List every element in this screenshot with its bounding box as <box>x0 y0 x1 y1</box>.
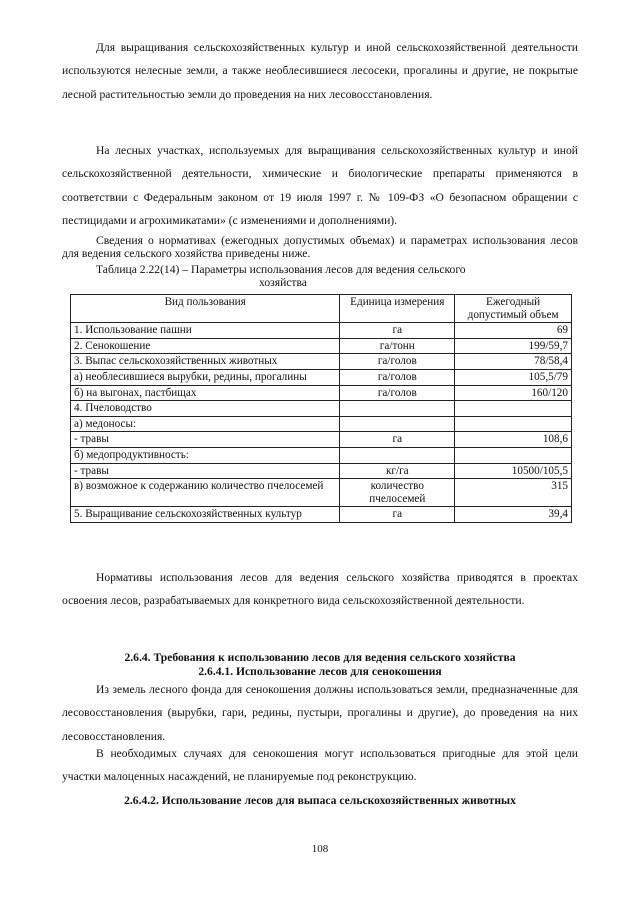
cell-volume <box>455 447 572 463</box>
cell-volume: 39,4 <box>455 507 572 523</box>
cell-unit: количество пчелосемей <box>340 479 455 507</box>
cell-usage-type: б) на выгонах, пастбищах <box>71 385 340 401</box>
table-caption-line-1: Таблица 2.22(14) – Параметры использования лесов для ведения сельского <box>96 263 466 276</box>
table-row <box>71 479 572 507</box>
table-row <box>71 401 572 417</box>
cell-unit: га <box>340 323 455 339</box>
cell-volume: 78/58,4 <box>455 354 572 370</box>
cell-usage-type: 4. Пчеловодство <box>71 401 340 417</box>
cell-usage-type: 2. Сенокошение <box>71 338 340 354</box>
cell-unit: га <box>340 507 455 523</box>
cell-unit: кг/га <box>340 463 455 479</box>
paragraph-table-intro: Сведения о нормативах (ежегодных допустимых объемах) и параметрах использования лесов для ведения сельского хозяйства приведены ниже. <box>62 234 578 261</box>
section-heading-2-6-4-1: 2.6.4.1. Использование лесов для сенокошения <box>198 665 442 678</box>
cell-volume: 315 <box>455 479 572 507</box>
paragraph-chemicals: На лесных участках, используемых для выращивания сельскохозяйственных культур и иной сельскохозяйственной деятельности, химические и биологические препараты применяются в соответствии с Федеральным законом от 19 июля 1997 г. № 109-ФЗ «О безопасном обращении с пестицидами и агрохимикатами» (с изменениями и дополнениями). <box>62 144 578 228</box>
cell-volume: 10500/105,5 <box>455 463 572 479</box>
cell-usage-type: 1. Использование пашни <box>71 323 340 339</box>
cell-unit: га/голов <box>340 354 455 370</box>
table-row <box>71 323 572 339</box>
cell-volume: 105,5/79 <box>455 369 572 385</box>
cell-volume <box>455 416 572 432</box>
cell-usage-type: - травы <box>71 463 340 479</box>
section-heading-2-6-4-2: 2.6.4.2. Использование лесов для выпаса сельскохозяйственных животных <box>124 794 516 807</box>
cell-usage-type: - травы <box>71 432 340 448</box>
cell-unit <box>340 447 455 463</box>
table-row <box>71 416 572 432</box>
table-row <box>71 507 572 523</box>
cell-volume: 160/120 <box>455 385 572 401</box>
cell-usage-type: б) медопродуктивность: <box>71 447 340 463</box>
table-row <box>71 385 572 401</box>
cell-volume: 199/59,7 <box>455 338 572 354</box>
cell-usage-type: 3. Выпас сельскохозяйственных животных <box>71 354 340 370</box>
table-row <box>71 447 572 463</box>
table-caption-line-2: хозяйства <box>259 276 307 289</box>
cell-unit <box>340 416 455 432</box>
cell-usage-type: а) необлесившиеся вырубки, редины, прогалины <box>71 369 340 385</box>
table-header-row <box>71 295 572 323</box>
paragraph-norms: Нормативы использования лесов для ведения сельского хозяйства приводятся в проектах освоения лесов, разрабатываемых для конкретного вида сельскохозяйственной деятельности. <box>62 571 578 608</box>
cell-unit <box>340 401 455 417</box>
paragraph-haymaking-plots: В необходимых случаях для сенокошения могут использоваться пригодные для этой цели участки малоценных насаждений, не планируемые под реконструкцию. <box>62 747 578 784</box>
paragraph-haymaking-lands: Из земель лесного фонда для сенокошения должны использоваться земли, предназначенные для лесовосстановления (вырубки, гари, редины, пустыри, прогалины и другие), до проведения на них лесовосстановления. <box>62 683 578 743</box>
table-row <box>71 354 572 370</box>
cell-volume: 69 <box>455 323 572 339</box>
column-header-unit: Единица измерения <box>340 295 455 323</box>
cell-unit: га/голов <box>340 385 455 401</box>
page-number: 108 <box>311 843 329 855</box>
cell-unit: га/тонн <box>340 338 455 354</box>
section-heading-2-6-4: 2.6.4. Требования к использованию лесов для ведения сельского хозяйства <box>124 651 516 664</box>
column-header-annual-volume: Ежегодный допустимый объем <box>455 295 572 323</box>
table-row <box>71 432 572 448</box>
cell-usage-type: в) возможное к содержанию количество пчелосемей <box>71 479 340 507</box>
table-row <box>71 463 572 479</box>
table-row <box>71 338 572 354</box>
column-header-usage-type: Вид пользования <box>71 295 340 323</box>
cell-usage-type: а) медоносы: <box>71 416 340 432</box>
table-caption <box>96 263 546 289</box>
parameters-table <box>70 294 572 523</box>
cell-volume: 108,6 <box>455 432 572 448</box>
cell-unit: га/голов <box>340 369 455 385</box>
cell-unit: га <box>340 432 455 448</box>
paragraph-cultivation: Для выращивания сельскохозяйственных культур и иной сельскохозяйственной деятельности используются нелесные земли, а также необлесившиеся лесосеки, прогалины и другие, не покрытые лесной растительностью земли до проведения на них лесовосстановления. <box>62 41 578 101</box>
table-row <box>71 369 572 385</box>
cell-usage-type: 5. Выращивание сельскохозяйственных культур <box>71 507 340 523</box>
cell-volume <box>455 401 572 417</box>
